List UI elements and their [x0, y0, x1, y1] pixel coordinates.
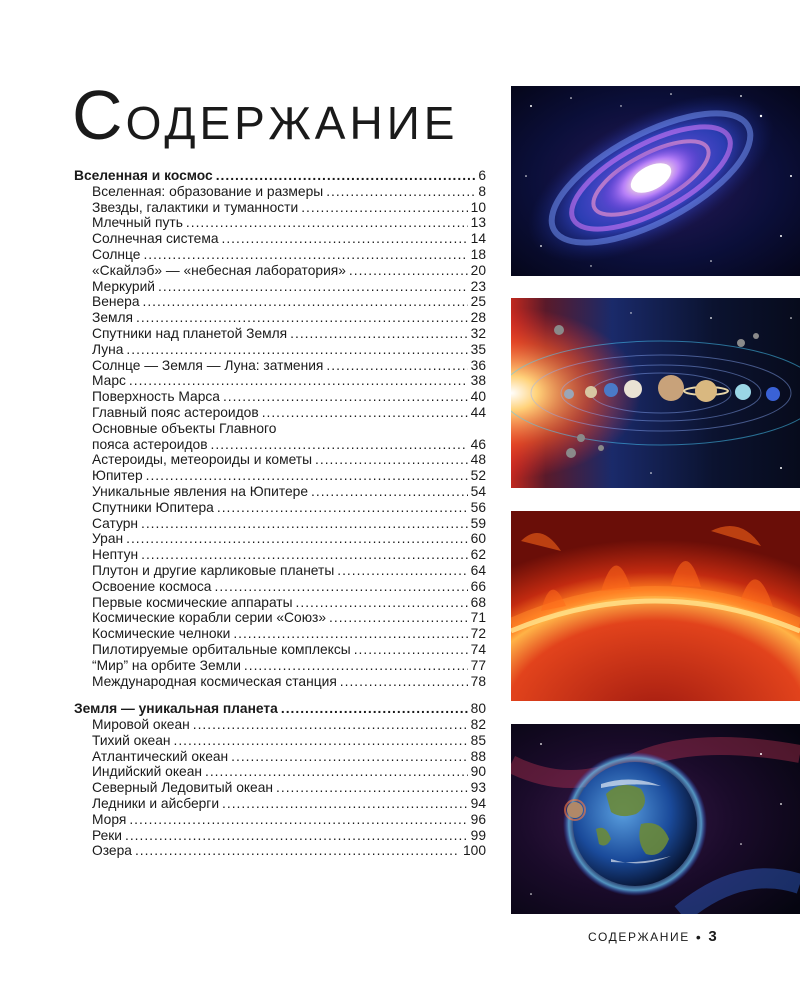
toc-entry — [74, 516, 486, 532]
page-title: СОДЕРЖАНИЕ — [72, 76, 459, 154]
page-footer — [588, 928, 717, 945]
toc-entry-label: Земля — уникальная планета — [74, 701, 278, 717]
toc-entry — [74, 749, 486, 765]
toc-section — [74, 168, 486, 689]
page-number: 3 — [708, 928, 717, 945]
toc-entry — [74, 547, 486, 563]
toc-entry — [74, 658, 486, 674]
toc-entry — [74, 796, 486, 812]
toc-entry-page: 62 — [470, 547, 486, 563]
toc-entry-page: 88 — [470, 748, 486, 764]
dot-leader — [290, 326, 467, 342]
toc-entry-label: Первые космические аппараты — [92, 594, 293, 610]
toc-entry-label: Марс — [92, 373, 126, 389]
toc-entry-page: 20 — [470, 262, 486, 278]
toc-entry — [74, 812, 486, 828]
toc-entry — [74, 263, 486, 279]
toc-entry-page: 80 — [470, 701, 486, 717]
toc-entry — [74, 674, 486, 690]
toc-entry-label: Солнечная система — [92, 231, 219, 247]
solar-system-image — [511, 298, 800, 488]
toc-entry-page: 6 — [478, 168, 486, 183]
dot-leader — [222, 796, 468, 812]
toc-entry-label: Атлантический океан — [92, 748, 229, 764]
toc-entry-page: 60 — [470, 531, 486, 547]
toc-entry — [74, 563, 486, 579]
dot-leader — [354, 642, 468, 658]
toc-entry-label: Нептун — [92, 547, 139, 563]
toc-entry-page: 56 — [470, 499, 486, 515]
toc-entry-page: 23 — [470, 278, 486, 294]
toc-entry-label: Уран — [92, 531, 124, 547]
toc-entry-page: 90 — [470, 764, 486, 780]
dot-leader — [214, 579, 467, 595]
dot-leader — [223, 389, 468, 405]
dot-leader — [222, 231, 468, 247]
toc-entry-page: 35 — [470, 341, 486, 357]
toc-entry — [74, 500, 486, 516]
toc-entry — [74, 733, 486, 749]
toc-entry-label: Солнце — [92, 246, 141, 262]
toc-entry-page: 40 — [470, 389, 486, 405]
toc-entry-label: «Скайлэб» — «небесная лаборатория» — [92, 262, 346, 278]
toc-entry-label: Тихий океан — [92, 732, 171, 748]
toc-entry — [74, 626, 486, 642]
toc-entry — [74, 421, 486, 437]
toc-entry-label: Уникальные явления на Юпитере — [92, 483, 309, 499]
toc-entry-page: 66 — [470, 578, 486, 594]
dot-leader — [193, 717, 468, 733]
toc-entry-page: 32 — [470, 325, 486, 341]
toc-entry-label: Пилотируемые орбитальные комплексы — [92, 641, 351, 657]
toc-entry — [74, 452, 486, 468]
toc-entry-page: 54 — [470, 483, 486, 499]
toc-entry-page: 78 — [470, 673, 486, 689]
toc-entry — [74, 484, 486, 500]
toc-entry-label: Луна — [92, 341, 124, 357]
toc-entry — [74, 468, 486, 484]
toc-entry-label: Млечный путь — [92, 215, 183, 231]
toc-entry-page: 46 — [470, 436, 486, 452]
toc-entry — [74, 279, 486, 295]
dot-leader — [211, 437, 468, 453]
dot-leader — [276, 780, 468, 796]
toc-entry-label: Меркурий — [92, 278, 156, 294]
dot-leader — [125, 828, 468, 844]
dot-leader — [146, 468, 468, 484]
toc-entry-label: Освоение космоса — [92, 578, 212, 594]
toc-entry-page: 48 — [470, 452, 486, 468]
toc-entry-page: 85 — [470, 732, 486, 748]
dot-leader — [141, 547, 468, 563]
toc-entry-label: Юпитер — [92, 468, 143, 484]
toc-entry — [74, 579, 486, 595]
toc-entry — [74, 389, 486, 405]
dot-leader — [205, 764, 468, 780]
toc-entry-page: 77 — [470, 657, 486, 673]
toc-entry-page: 14 — [470, 231, 486, 247]
toc-entry — [74, 215, 486, 231]
toc-entry-label: Плутон и другие карликовые планеты — [92, 562, 335, 578]
toc-entry-label: Космические корабли серии «Союз» — [92, 610, 327, 626]
toc-entry-label: Спутники Юпитера — [92, 499, 214, 515]
toc-entry — [74, 373, 486, 389]
toc-entry — [74, 326, 486, 342]
dot-leader — [311, 484, 468, 500]
toc-entry — [74, 310, 486, 326]
toc-entry-page: 64 — [470, 562, 486, 578]
toc-entry-label: Мировой океан — [92, 717, 190, 733]
dot-leader — [129, 812, 467, 828]
dot-leader — [126, 531, 468, 547]
toc-entry-page: 52 — [470, 468, 486, 484]
dot-leader — [135, 843, 460, 859]
toc-entry-page: 72 — [470, 626, 486, 642]
footer-bullet: • — [695, 928, 703, 945]
dot-leader — [217, 500, 468, 516]
toc-entry-page: 100 — [462, 843, 486, 859]
toc-section-heading — [74, 168, 486, 184]
toc-entry — [74, 764, 486, 780]
toc-entry-label: Астероиды, метеороиды и кометы — [92, 452, 313, 468]
dot-leader — [244, 658, 468, 674]
toc-entry — [74, 828, 486, 844]
toc-entry-page: 28 — [470, 310, 486, 326]
toc-entry — [74, 358, 486, 374]
toc-entry-label: Спутники над планетой Земля — [92, 325, 288, 341]
toc-entry-label: Реки — [92, 827, 123, 843]
toc-entry — [74, 342, 486, 358]
toc-entry — [74, 231, 486, 247]
dot-leader — [326, 184, 475, 200]
toc-entry — [74, 780, 486, 796]
toc-entry — [74, 405, 486, 421]
toc-entry-label: Северный Ледовитый океан — [92, 780, 274, 796]
dot-leader — [340, 674, 468, 690]
toc-entry-label: Индийский океан — [92, 764, 203, 780]
toc-entry-label: Поверхность Марса — [92, 389, 220, 405]
dot-leader — [174, 733, 468, 749]
toc-entry-page: 94 — [470, 796, 486, 812]
toc-section — [74, 701, 486, 859]
toc-entry-page: 10 — [470, 199, 486, 215]
toc-entry — [74, 595, 486, 611]
dot-leader — [143, 247, 467, 263]
toc-entry — [74, 610, 486, 626]
toc-section-heading — [74, 701, 486, 717]
toc-entry-page: 68 — [470, 594, 486, 610]
toc-entry-page: 8 — [478, 183, 486, 199]
earth-image — [511, 724, 800, 914]
toc-entry — [74, 717, 486, 733]
dot-leader — [315, 452, 468, 468]
footer-label: СОДЕРЖАНИЕ — [588, 929, 690, 944]
toc-entry-label: Вселенная и космос — [74, 168, 213, 183]
dot-leader — [233, 626, 467, 642]
dot-leader — [281, 701, 468, 717]
dot-leader — [326, 358, 467, 374]
toc-entry-label: Земля — [92, 310, 134, 326]
toc-entry-label: Основные объекты Главного — [92, 420, 277, 436]
toc-entry-page: 93 — [470, 780, 486, 796]
toc-entry-label: Венера — [92, 294, 140, 310]
toc-entry-label: Моря — [92, 811, 127, 827]
dot-leader — [329, 610, 468, 626]
toc-entry — [74, 642, 486, 658]
toc-entry-label: Ледники и айсберги — [92, 796, 220, 812]
dot-leader — [186, 215, 468, 231]
toc-entry-page: 99 — [470, 827, 486, 843]
dot-leader — [136, 310, 468, 326]
dot-leader — [126, 342, 467, 358]
galaxy-image — [511, 86, 800, 276]
sun-surface-image — [511, 511, 800, 701]
dot-leader — [143, 294, 468, 310]
toc-entry-page: 13 — [470, 215, 486, 231]
toc-entry — [74, 843, 486, 859]
toc-entry-label: Международная космическая станция — [92, 673, 337, 689]
toc-entry — [74, 200, 486, 216]
toc-entry-page: 74 — [470, 641, 486, 657]
toc-entry-page: 59 — [470, 515, 486, 531]
toc-entry-label: Озера — [92, 843, 132, 859]
toc-entry-page: 82 — [470, 717, 486, 733]
toc-entry-label: Звезды, галактики и туманности — [92, 199, 299, 215]
dot-leader — [158, 279, 468, 295]
dot-leader — [262, 405, 468, 421]
toc-entry — [74, 294, 486, 310]
toc-entry-page: 38 — [470, 373, 486, 389]
toc-entry-page: 36 — [470, 357, 486, 373]
toc-entry-label: Сатурн — [92, 515, 138, 531]
dot-leader — [141, 516, 468, 532]
dot-leader — [129, 373, 468, 389]
dot-leader — [216, 168, 476, 184]
toc-entry-label: пояса астероидов — [92, 436, 208, 452]
toc-entry-page: 18 — [470, 246, 486, 262]
toc-entry — [74, 184, 486, 200]
toc-entry — [74, 247, 486, 263]
toc-entry-page: 44 — [470, 404, 486, 420]
dot-leader — [296, 595, 468, 611]
toc-entry — [74, 531, 486, 547]
table-of-contents — [74, 168, 486, 859]
dot-leader — [301, 200, 467, 216]
toc-entry-label: Космические челноки — [92, 626, 231, 642]
toc-entry-page: 71 — [470, 610, 486, 626]
toc-entry-page: 96 — [470, 811, 486, 827]
dot-leader — [349, 263, 468, 279]
toc-entry — [74, 437, 486, 453]
dot-leader — [231, 749, 467, 765]
toc-entry-page: 25 — [470, 294, 486, 310]
toc-entry-label: Главный пояс астероидов — [92, 404, 259, 420]
dot-leader — [337, 563, 467, 579]
toc-entry-label: Солнце — Земля — Луна: затмения — [92, 357, 324, 373]
toc-entry-label: Вселенная: образование и размеры — [92, 183, 324, 199]
toc-entry-label: “Мир” на орбите Земли — [92, 657, 241, 673]
